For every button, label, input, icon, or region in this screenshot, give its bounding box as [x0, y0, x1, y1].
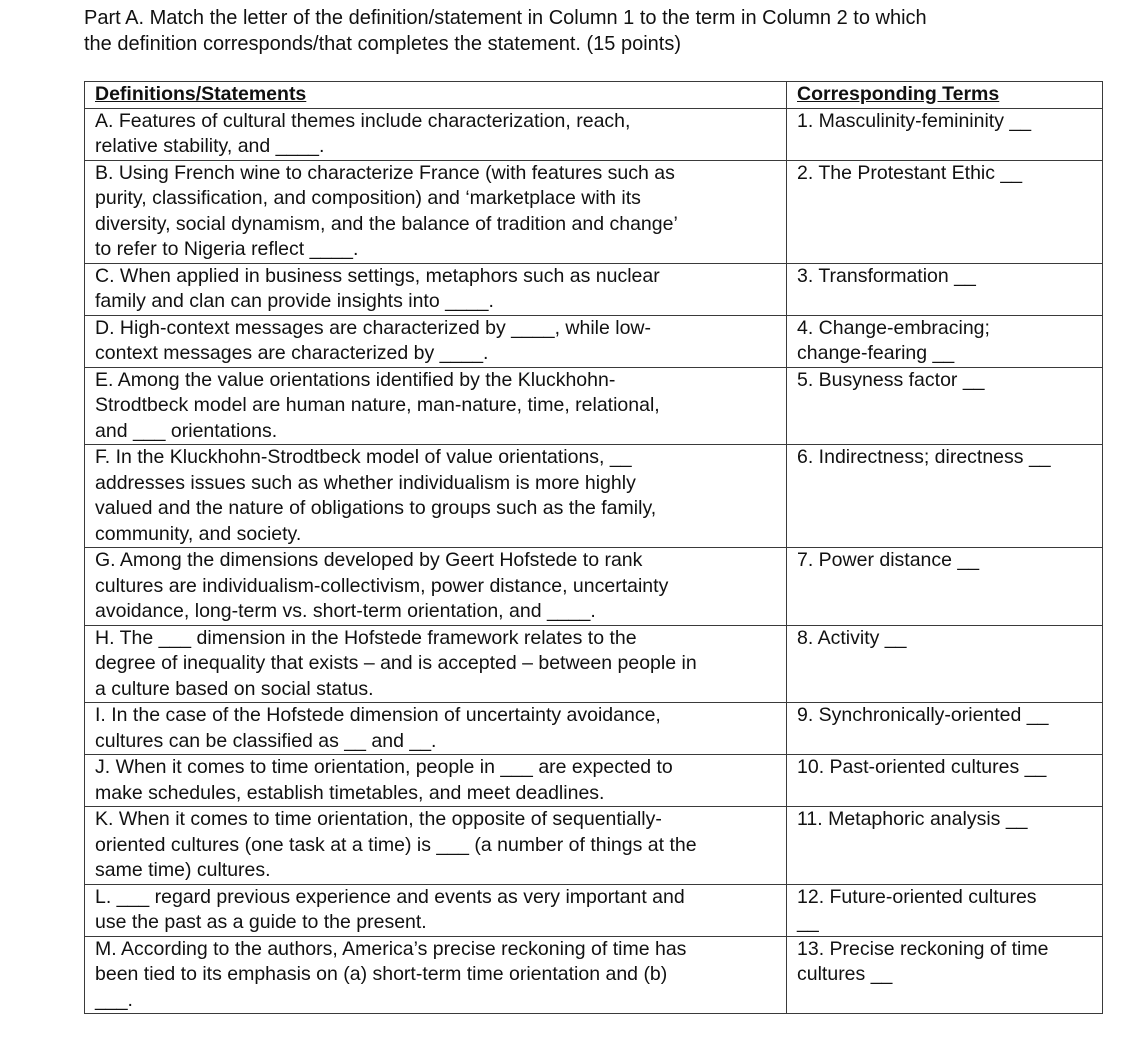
term-cell: [787, 548, 1103, 626]
term-cell: [787, 367, 1103, 445]
table-row: [85, 367, 1103, 445]
statement-cell: [85, 367, 787, 445]
statement-line: context messages are characterized by ____.: [95, 342, 489, 364]
statement-line: addresses issues such as whether individualism is more highly: [95, 471, 636, 494]
statement-line: M. According to the authors, America’s precise reckoning of time has: [95, 937, 687, 960]
statement-cell: [85, 263, 787, 315]
statement-line: been tied to its emphasis on (a) short-term time orientation and (b): [95, 963, 668, 985]
statement-line: community, and society.: [95, 522, 302, 545]
term-line: 13. Precise reckoning of time: [797, 937, 1049, 960]
table-row: [85, 703, 1103, 755]
term-line: 4. Change-embracing;: [797, 316, 990, 339]
table-row: [85, 936, 1103, 1014]
statement-line: diversity, social dynamism, and the balance of tradition and change’: [95, 212, 678, 235]
term-line: 8. Activity __: [797, 626, 907, 649]
statement-line: relative stability, and ____.: [95, 135, 325, 157]
term-line: 9. Synchronically-oriented __: [797, 704, 1049, 726]
term-cell: [787, 108, 1103, 160]
matching-table: [84, 81, 1103, 1014]
statement-line: same time) cultures.: [95, 859, 271, 881]
statement-cell: [85, 625, 787, 703]
column-2-header: Corresponding Terms: [787, 82, 1103, 109]
table-row: [85, 315, 1103, 367]
term-cell: [787, 445, 1103, 548]
term-line: __: [797, 911, 819, 933]
table-row: [85, 108, 1103, 160]
statement-line: and ___ orientations.: [95, 419, 278, 442]
statement-cell: [85, 936, 787, 1014]
term-line: 6. Indirectness; directness __: [797, 446, 1051, 468]
statement-cell: [85, 108, 787, 160]
statement-line: purity, classification, and composition) and ‘marketplace with its: [95, 187, 641, 209]
term-cell: [787, 315, 1103, 367]
statement-line: J. When it comes to time orientation, people in ___ are expected to: [95, 756, 673, 778]
column-1-header: Definitions/Statements: [85, 82, 787, 109]
table-row: [85, 755, 1103, 807]
statement-line: a culture based on social status.: [95, 677, 374, 700]
table-row: [85, 807, 1103, 885]
statement-line: avoidance, long-term vs. short-term orientation, and ____.: [95, 600, 596, 622]
statement-cell: [85, 315, 787, 367]
statement-line: to refer to Nigeria reflect ____.: [95, 238, 359, 260]
term-cell: [787, 755, 1103, 807]
statement-line: K. When it comes to time orientation, the opposite of sequentially-: [95, 808, 662, 830]
term-cell: [787, 807, 1103, 885]
term-line: cultures __: [797, 963, 893, 985]
term-line: 1. Masculinity-femininity __: [797, 109, 1032, 132]
statement-cell: [85, 445, 787, 548]
term-line: 3. Transformation __: [797, 264, 976, 287]
instructions: Part A. Match the letter of the definition/statement in Column 1 to the term in Column 2 to which the definition corresponds/that completes the statement. (15 points): [84, 7, 927, 55]
term-cell: [787, 936, 1103, 1014]
statement-line: cultures can be classified as __ and __.: [95, 729, 437, 752]
table-row: [85, 884, 1103, 936]
statement-line: A. Features of cultural themes include characterization, reach,: [95, 109, 631, 132]
term-cell: [787, 884, 1103, 936]
term-line: 7. Power distance __: [797, 549, 980, 571]
statement-cell: [85, 807, 787, 885]
statement-line: B. Using French wine to characterize France (with features such as: [95, 161, 675, 184]
term-line: 5. Busyness factor __: [797, 368, 985, 391]
table-row: [85, 548, 1103, 626]
statement-line: Strodtbeck model are human nature, man-nature, time, relational,: [95, 394, 660, 416]
statement-line: G. Among the dimensions developed by Geert Hofstede to rank: [95, 549, 643, 571]
statement-line: I. In the case of the Hofstede dimension of uncertainty avoidance,: [95, 704, 661, 726]
statement-line: oriented cultures (one task at a time) is ___ (a number of things at the: [95, 833, 697, 856]
statement-line: E. Among the value orientations identified by the Kluckhohn-: [95, 368, 616, 391]
statement-line: cultures are individualism-collectivism, power distance, uncertainty: [95, 574, 669, 597]
statement-cell: [85, 884, 787, 936]
table-row: [85, 445, 1103, 548]
statement-cell: [85, 160, 787, 263]
statement-cell: [85, 548, 787, 626]
statement-cell: [85, 755, 787, 807]
term-line: change-fearing __: [797, 342, 955, 364]
statement-line: ___.: [95, 988, 133, 1011]
term-cell: [787, 703, 1103, 755]
table-row: [85, 625, 1103, 703]
statement-line: make schedules, establish timetables, and meet deadlines.: [95, 781, 605, 804]
table-row: [85, 160, 1103, 263]
term-cell: [787, 160, 1103, 263]
term-line: 12. Future-oriented cultures: [797, 885, 1037, 908]
statement-line: C. When applied in business settings, metaphors such as nuclear: [95, 264, 660, 287]
statement-line: L. ___ regard previous experience and events as very important and: [95, 885, 685, 908]
statement-cell: [85, 703, 787, 755]
statement-line: H. The ___ dimension in the Hofstede framework relates to the: [95, 626, 637, 649]
statement-line: family and clan can provide insights into ____.: [95, 290, 494, 312]
statement-line: D. High-context messages are characterized by ____, while low-: [95, 316, 652, 339]
statement-line: degree of inequality that exists – and is accepted – between people in: [95, 652, 697, 674]
header-row: [85, 82, 1103, 109]
term-line: 11. Metaphoric analysis __: [797, 808, 1028, 830]
term-cell: [787, 625, 1103, 703]
statement-line: use the past as a guide to the present.: [95, 911, 427, 933]
table-row: [85, 263, 1103, 315]
statement-line: F. In the Kluckhohn-Strodtbeck model of value orientations, __: [95, 446, 632, 468]
term-line: 10. Past-oriented cultures __: [797, 756, 1047, 778]
term-cell: [787, 263, 1103, 315]
term-line: 2. The Protestant Ethic __: [797, 161, 1023, 184]
statement-line: valued and the nature of obligations to groups such as the family,: [95, 497, 657, 519]
